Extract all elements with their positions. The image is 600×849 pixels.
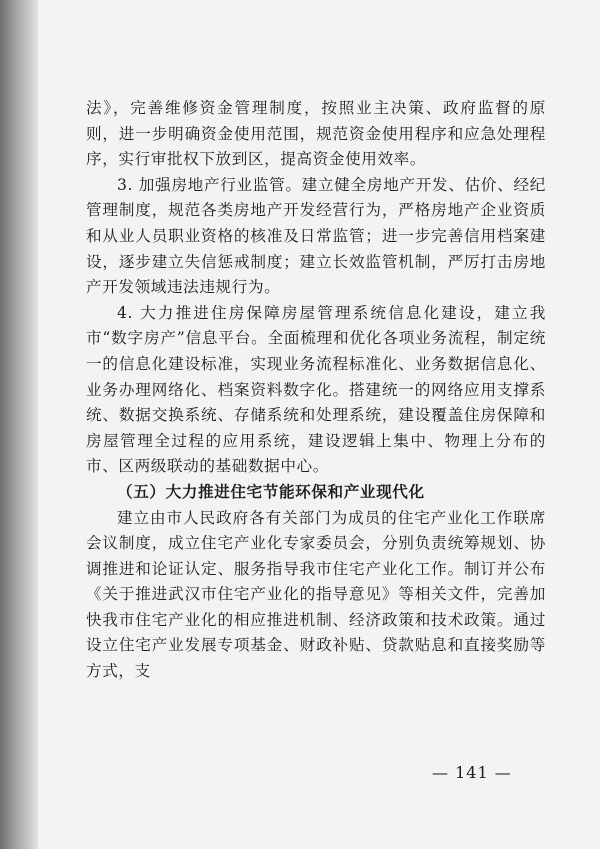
scan-binding-shadow [0,0,40,849]
page-number: — 141 — [432,763,512,782]
paragraph-continuation: 法》，完善维修资金管理制度，按照业主决策、政府监督的原则，进一步明确资金使用范围，规范资金使用程序和应急处理程序，实行审批权下放到区，提高资金使用效率。 [86,99,546,169]
document-body [86,96,546,685]
paragraph-housing-industrialization: 建立由市人民政府各有关部门为成员的住宅产业化工作联席会议制度，成立住宅产业化专家委员会，分别负责统筹规划、协调推进和论证认定、服务指导我市住宅产业化工作。制订并公布《关于推进武汉市住宅产业化的指导意见》等相关文件，完善加快我市住宅产业化的相应推进机制、经济政策和技术政策。通过设立住宅产业发展专项基金、财政补贴、贷款贴息和直接奖励等方式，支 [86,508,546,681]
section-heading-housing-industrialization: （五）大力推进住宅节能环保和产业现代化 [117,482,425,501]
paragraph-real-estate-supervision: 3. 加强房地产行业监管。建立健全房地产开发、估价、经纪管理制度，规范各类房地产开发经营行为，严格房地产企业资质和从业人员职业资格的核准及日常监管；进一步完善信用档案建设，逐步建立失信惩戒制度；建立长效监管机制，严厉打击房地产开发领域违法违规行为。 [86,175,546,297]
paragraph-digital-housing: 4. 大力推进住房保障房屋管理系统信息化建设，建立我市“数字房产”信息平台。全面梳理和优化各项业务流程，制定统一的信息化建设标准，实现业务流程标准化、业务数据信息化、业务办理网络化、档案资料数字化。搭建统一的网络应用支撑系统、数据交换系统、存储系统和处理系统，建设覆盖住房保障和房屋管理全过程的应用系统，建设逻辑上集中、物理上分布的市、区两级联动的基础数据中心。 [86,303,546,476]
